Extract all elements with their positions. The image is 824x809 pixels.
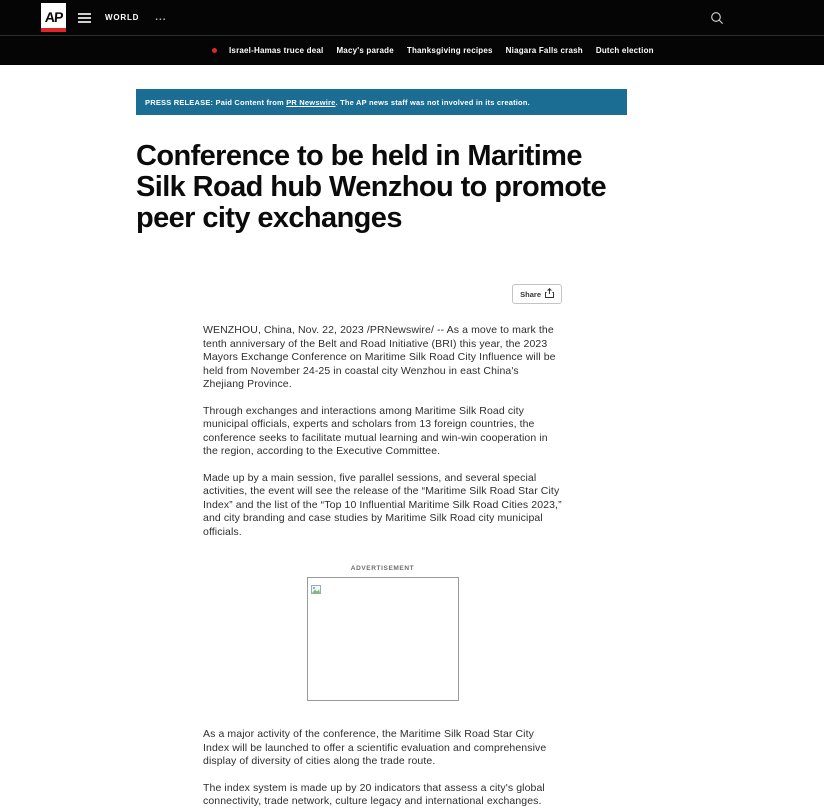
paragraph-dateline: WENZHOU, China, Nov. 22, 2023 /PRNewswire/ -- As a move to mark the tenth anniversary of the Belt and Road Initiative (BRI) this year, the 2023 Mayors Exchange Conference on Maritime Silk Road City Influence will be held from November 24-25 in coastal city Wenzhou in east China's Zhejiang Province.	[203, 324, 556, 390]
paragraph: As a major activity of the conference, the Maritime Silk Road Star City Index will be launched to offer a scientific evaluation and comprehensive display of diversity of cities along the trade route.	[203, 728, 547, 767]
ap-logo-red-bar	[41, 28, 66, 32]
paragraph: Through exchanges and interactions among Maritime Silk Road city municipal officials, experts and scholars from 13 foreign countries, the conference seeks to facilitate mutual learning and win-win cooperation in the region, according to the Executive Committee.	[203, 404, 548, 457]
pr-newswire-link[interactable]: PR Newswire	[286, 97, 336, 107]
ap-logo-text: AP	[44, 9, 63, 25]
paragraph: Made up by a main session, five parallel sessions, and several special activities, the event will see the release of the “Maritime Silk Road Star City Index” and the list of the “Top 10 Influential Maritime Silk Road Cities 2023,” and city branding and case studies by Maritime Silk Road city municipal officials.	[203, 471, 562, 538]
ap-logo[interactable]	[41, 3, 66, 32]
menu-icon[interactable]	[78, 11, 91, 25]
press-release-banner-text: PRESS RELEASE: Paid Content from PR Newswire. The AP news staff was not involved in its creation.	[145, 97, 530, 107]
press-release-banner	[136, 89, 627, 115]
trending-link-dutch-election[interactable]: Dutch election	[595, 46, 654, 55]
advertisement-section	[203, 565, 562, 701]
nav-item-world[interactable]: WORLD	[105, 13, 140, 22]
live-dot-icon	[212, 48, 217, 53]
article-page	[0, 89, 824, 809]
article-column	[203, 284, 562, 809]
search-icon[interactable]	[710, 11, 724, 30]
broken-image-icon	[311, 581, 321, 599]
paragraph: The index system is made up by 20 indicators that assess a city's global connectivity, trade network, culture legacy and international exchanges.	[203, 781, 545, 807]
share-icon	[545, 288, 554, 300]
trending-link-niagara-falls-crash[interactable]: Niagara Falls crash	[505, 46, 583, 55]
trending-link-thanksgiving-recipes[interactable]: Thanksgiving recipes	[406, 46, 493, 55]
trending-topics-bar	[0, 36, 824, 65]
trending-link-israel-hamas[interactable]: Israel-Hamas truce deal	[229, 46, 324, 55]
share-row	[203, 284, 562, 304]
share-button-label: Share	[520, 289, 541, 299]
top-navigation-bar	[0, 0, 824, 36]
article-body	[203, 324, 562, 809]
trending-link-macys-parade[interactable]: Macy's parade	[336, 46, 394, 55]
advertisement-label: ADVERTISEMENT	[350, 565, 415, 572]
advertisement-slot[interactable]	[307, 577, 459, 701]
article-headline: Conference to be held in Maritime Silk Road hub Wenzhou to promote peer city exchanges	[136, 140, 607, 234]
more-menu-icon[interactable]: ...	[155, 11, 167, 23]
share-button[interactable]	[512, 284, 562, 304]
